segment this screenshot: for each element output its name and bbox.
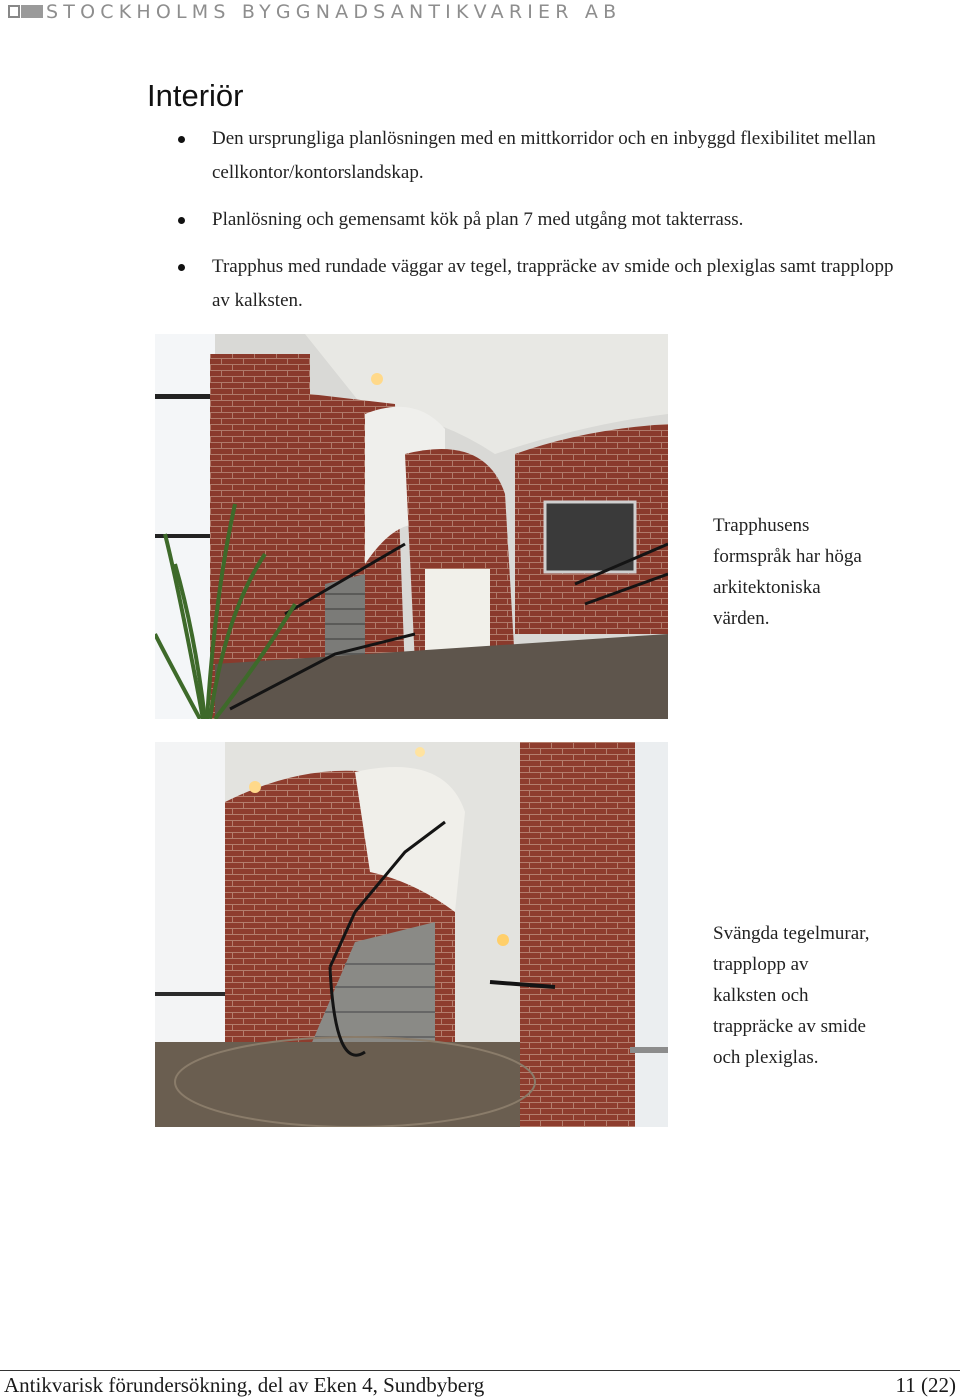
caption-line: arkitektoniska	[713, 577, 821, 598]
caption-line: trapplopp av	[713, 954, 809, 975]
bullet-icon	[178, 217, 185, 224]
bullet-list	[178, 122, 898, 331]
bullet-text: Trapphus med rundade väggar av tegel, trappräcke av smide och plexiglas samt trapplopp av kalksten.	[212, 256, 894, 311]
bullet-icon	[178, 264, 185, 271]
caption-line: värden.	[713, 608, 770, 629]
bullet-text: Planlösning och gemensamt kök på plan 7 med utgång mot takterrass.	[212, 209, 744, 230]
page-footer	[0, 1370, 960, 1397]
bullet-item	[178, 203, 898, 237]
page-header	[0, 0, 960, 26]
bullet-item	[178, 250, 898, 318]
company-name: STOCKHOLMS BYGGNADSANTIKVARIER AB	[46, 1, 622, 23]
caption-line: formspråk har höga	[713, 546, 862, 567]
page-number: 11 (22)	[895, 1373, 956, 1397]
bullet-icon	[178, 136, 185, 143]
bullet-text: Den ursprungliga planlösningen med en mittkorridor och en inbyggd flexibilitet mellan cellkontor/kontorslandskap.	[212, 128, 876, 183]
caption-line: trappräcke av smide	[713, 1016, 866, 1037]
stairwell-photo-2	[155, 742, 668, 1127]
stairwell-photo-1	[155, 334, 668, 719]
caption-line: Svängda tegelmurar,	[713, 923, 870, 944]
caption-line: kalksten och	[713, 985, 809, 1006]
bullet-item	[178, 122, 898, 190]
caption-line: och plexiglas.	[713, 1047, 819, 1068]
section-title: Interiör	[147, 78, 244, 113]
caption-line: Trapphusens	[713, 515, 810, 536]
photo-caption-2	[713, 918, 953, 1073]
photo-caption-1	[713, 510, 953, 634]
document-title: Antikvarisk förundersökning, del av Eken 4, Sundbyberg	[4, 1373, 485, 1397]
